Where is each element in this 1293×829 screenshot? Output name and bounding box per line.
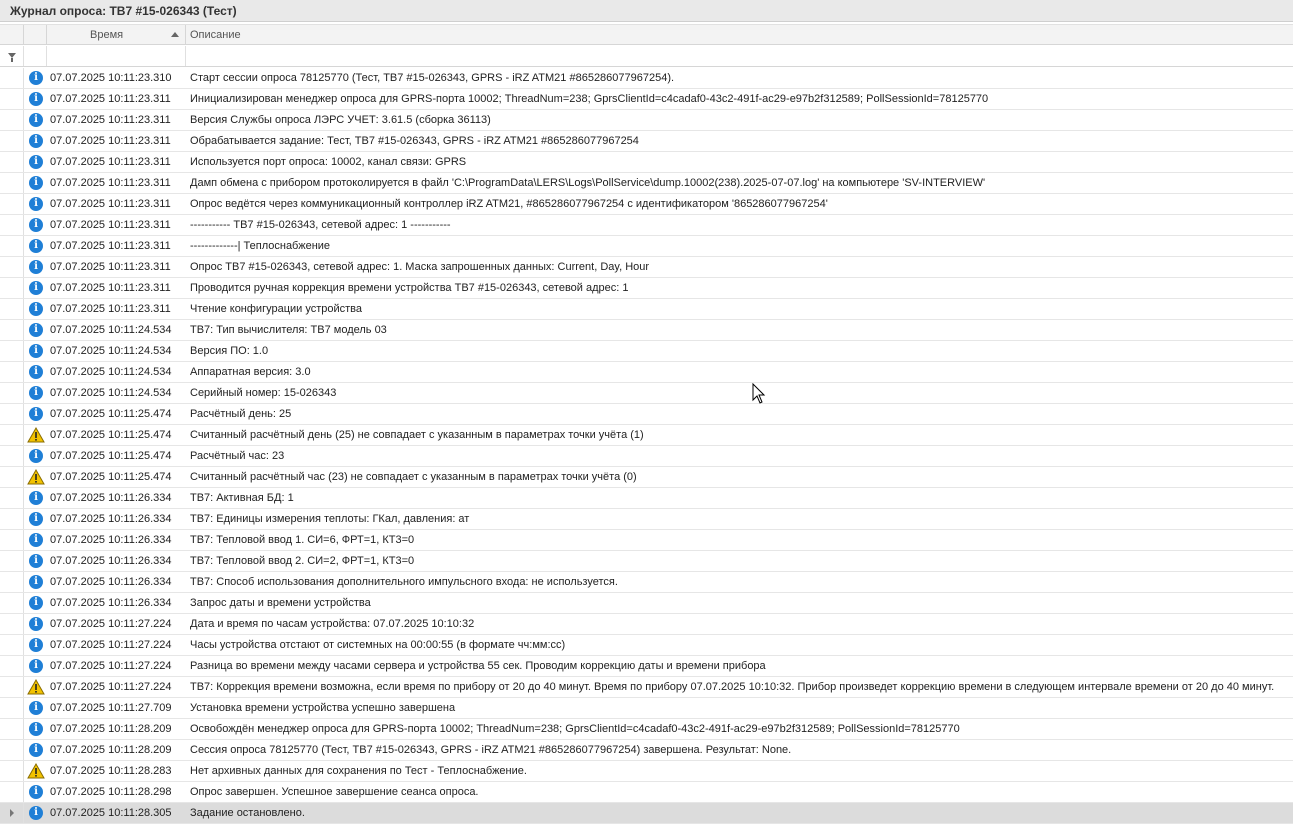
row-time: 07.07.2025 10:11:23.311 (50, 177, 171, 189)
row-description: Аппаратная версия: 3.0 (190, 366, 311, 378)
row-type-cell (24, 236, 47, 256)
table-row[interactable] (0, 488, 1293, 509)
table-row[interactable] (0, 341, 1293, 362)
row-indicator[interactable] (0, 383, 24, 403)
row-indicator[interactable] (0, 299, 24, 319)
row-time: 07.07.2025 10:11:26.334 (50, 492, 172, 504)
row-indicator[interactable] (0, 782, 24, 802)
info-icon: i (29, 239, 43, 253)
row-indicator[interactable] (0, 446, 24, 466)
row-indicator[interactable] (0, 404, 24, 424)
row-description: Считанный расчётный час (23) не совпадает с указанным в параметрах точки учёта (0) (190, 471, 637, 483)
row-type-cell (24, 803, 47, 823)
row-time: 07.07.2025 10:11:28.305 (50, 807, 172, 819)
table-row[interactable] (0, 593, 1293, 614)
row-description: Расчётный день: 25 (190, 408, 292, 420)
row-type-cell (24, 698, 47, 718)
table-row[interactable] (0, 761, 1293, 782)
table-row[interactable] (0, 509, 1293, 530)
table-row[interactable] (0, 425, 1293, 446)
info-icon: i (29, 407, 43, 421)
row-time: 07.07.2025 10:11:27.224 (50, 618, 172, 630)
log-rows (0, 68, 1293, 824)
row-time: 07.07.2025 10:11:23.311 (50, 282, 171, 294)
row-time: 07.07.2025 10:11:23.311 (50, 219, 171, 231)
row-description: Версия ПО: 1.0 (190, 345, 269, 357)
filter-cell-icon[interactable] (24, 46, 47, 66)
row-time: 07.07.2025 10:11:24.534 (50, 324, 172, 336)
table-row[interactable] (0, 803, 1293, 824)
row-indicator[interactable] (0, 614, 24, 634)
table-row[interactable] (0, 635, 1293, 656)
row-type-cell (24, 446, 47, 466)
table-row[interactable] (0, 572, 1293, 593)
row-type-cell (24, 89, 47, 109)
row-type-cell (24, 740, 47, 760)
table-row[interactable] (0, 467, 1293, 488)
row-time: 07.07.2025 10:11:23.311 (50, 198, 171, 210)
row-time: 07.07.2025 10:11:23.311 (50, 135, 171, 147)
row-time: 07.07.2025 10:11:23.311 (50, 303, 171, 315)
row-type-cell (24, 362, 47, 382)
row-type-cell (24, 488, 47, 508)
table-row[interactable] (0, 530, 1293, 551)
row-time: 07.07.2025 10:11:24.534 (50, 345, 172, 357)
row-time: 07.07.2025 10:11:25.474 (50, 429, 172, 441)
row-type-cell (24, 110, 47, 130)
row-type-cell (24, 299, 47, 319)
row-time: 07.07.2025 10:11:23.311 (50, 156, 171, 168)
row-type-cell (24, 215, 47, 235)
info-icon: i (29, 218, 43, 232)
row-time: 07.07.2025 10:11:28.298 (50, 786, 172, 798)
filter-cell-time[interactable] (47, 46, 186, 66)
info-icon: i (29, 260, 43, 274)
window-title: Журнал опроса: ТВ7 #15-026343 (Тест) (10, 4, 237, 18)
warning-icon (27, 427, 45, 443)
row-type-cell (24, 383, 47, 403)
row-indicator[interactable] (0, 278, 24, 298)
row-description: Опрос ТВ7 #15-026343, сетевой адрес: 1. Маска запрошенных данных: Current, Day, Hour (190, 261, 650, 273)
row-indicator[interactable] (0, 509, 24, 529)
row-description: ТВ7: Коррекция времени возможна, если время по прибору от 20 до 40 минут. Время по прибору 07.07.2025 10:10:32. Прибор произведет коррекцию времени в следующем интервале времени от 20 до 40 минут. (190, 681, 1275, 693)
window-titlebar (0, 0, 1293, 22)
row-time: 07.07.2025 10:11:23.311 (50, 114, 171, 126)
info-icon: i (29, 554, 43, 568)
row-type-cell (24, 530, 47, 550)
row-indicator[interactable] (0, 530, 24, 550)
info-icon: i (29, 176, 43, 190)
row-indicator[interactable] (0, 257, 24, 277)
info-icon: i (29, 659, 43, 673)
row-description: Чтение конфигурации устройства (190, 303, 363, 315)
info-icon: i (29, 197, 43, 211)
row-type-cell (24, 782, 47, 802)
info-icon: i (29, 785, 43, 799)
row-type-cell (24, 404, 47, 424)
row-time: 07.07.2025 10:11:26.334 (50, 534, 172, 546)
row-indicator[interactable] (0, 110, 24, 130)
row-type-cell (24, 257, 47, 277)
row-type-cell (24, 278, 47, 298)
table-row[interactable] (0, 782, 1293, 803)
info-icon: i (29, 596, 43, 610)
table-row[interactable] (0, 215, 1293, 236)
info-icon: i (29, 512, 43, 526)
row-description: ТВ7: Тепловой ввод 1. СИ=6, ФРТ=1, КТ3=0 (190, 534, 415, 546)
current-row-arrow-icon (10, 809, 14, 817)
info-icon: i (29, 722, 43, 736)
table-row[interactable] (0, 257, 1293, 278)
row-indicator[interactable] (0, 362, 24, 382)
warning-icon (27, 469, 45, 485)
row-type-cell (24, 68, 47, 88)
row-type-cell (24, 320, 47, 340)
row-description: Нет архивных данных для сохранения по Тест - Теплоснабжение. (190, 765, 527, 777)
row-time: 07.07.2025 10:11:24.534 (50, 366, 172, 378)
row-type-cell (24, 425, 47, 445)
row-description: Версия Службы опроса ЛЭРС УЧЕТ: 3.61.5 (сборка 36113) (190, 114, 491, 126)
header-icon-cell[interactable] (24, 25, 47, 45)
row-indicator[interactable] (0, 194, 24, 214)
row-time: 07.07.2025 10:11:23.311 (50, 93, 171, 105)
row-indicator[interactable] (0, 593, 24, 613)
table-row[interactable] (0, 656, 1293, 677)
row-indicator[interactable] (0, 320, 24, 340)
table-row[interactable] (0, 173, 1293, 194)
row-indicator[interactable] (0, 467, 24, 487)
row-time: 07.07.2025 10:11:28.209 (50, 723, 172, 735)
row-indicator[interactable] (0, 152, 24, 172)
table-row[interactable] (0, 446, 1293, 467)
row-description: Дамп обмена с прибором протоколируется в файл 'C:\ProgramData\LERS\Logs\PollService\dump.10002(238).2025-07-07.log' на компьютере 'SV-INTERVIEW' (190, 177, 986, 189)
warning-icon (27, 679, 45, 695)
table-row[interactable] (0, 68, 1293, 89)
row-type-cell (24, 341, 47, 361)
table-row[interactable] (0, 698, 1293, 719)
row-indicator[interactable] (0, 656, 24, 676)
filter-cell-description[interactable] (186, 46, 1293, 66)
row-indicator[interactable] (0, 635, 24, 655)
row-indicator[interactable] (0, 740, 24, 760)
row-description: Обрабатывается задание: Тест, ТВ7 #15-026343, GPRS - iRZ ATM21 #865286077967254 (190, 135, 639, 147)
sort-ascending-icon (171, 32, 179, 37)
row-indicator[interactable] (0, 551, 24, 571)
table-row[interactable] (0, 194, 1293, 215)
row-description: ТВ7: Тепловой ввод 2. СИ=2, ФРТ=1, КТ3=0 (190, 555, 415, 567)
row-type-cell (24, 593, 47, 613)
row-description: Старт сессии опроса 78125770 (Тест, ТВ7 #15-026343, GPRS - iRZ ATM21 #865286077967254). (190, 72, 675, 84)
row-indicator[interactable] (0, 236, 24, 256)
row-type-cell (24, 572, 47, 592)
row-indicator[interactable] (0, 698, 24, 718)
row-type-cell (24, 194, 47, 214)
column-header-time[interactable] (47, 25, 186, 45)
filter-icon (8, 53, 16, 58)
table-row[interactable] (0, 278, 1293, 299)
table-row[interactable] (0, 677, 1293, 698)
row-type-cell (24, 761, 47, 781)
auto-filter-row (0, 46, 1293, 67)
row-time: 07.07.2025 10:11:27.224 (50, 660, 172, 672)
mouse-cursor-icon (752, 383, 766, 405)
row-time: 07.07.2025 10:11:25.474 (50, 450, 172, 462)
row-description: ТВ7: Способ использования дополнительного импульсного входа: не используется. (190, 576, 618, 588)
column-header-description[interactable] (186, 25, 1293, 45)
row-time: 07.07.2025 10:11:26.334 (50, 555, 172, 567)
row-description: Задание остановлено. (190, 807, 305, 819)
row-time: 07.07.2025 10:11:26.334 (50, 576, 172, 588)
table-row[interactable] (0, 383, 1293, 404)
row-description: Опрос завершен. Успешное завершение сеанса опроса. (190, 786, 479, 798)
row-indicator[interactable] (0, 215, 24, 235)
row-time: 07.07.2025 10:11:26.334 (50, 597, 172, 609)
row-type-cell (24, 152, 47, 172)
row-time: 07.07.2025 10:11:26.334 (50, 513, 172, 525)
info-icon: i (29, 323, 43, 337)
header-indicator-cell (0, 25, 24, 45)
row-time: 07.07.2025 10:11:23.310 (50, 72, 172, 84)
info-icon: i (29, 71, 43, 85)
row-type-cell (24, 635, 47, 655)
row-indicator[interactable] (0, 425, 24, 445)
row-indicator[interactable] (0, 677, 24, 697)
row-time: 07.07.2025 10:11:28.209 (50, 744, 172, 756)
info-icon: i (29, 365, 43, 379)
row-description: Проводится ручная коррекция времени устройства ТВ7 #15-026343, сетевой адрес: 1 (190, 282, 629, 294)
table-row[interactable] (0, 404, 1293, 425)
row-time: 07.07.2025 10:11:24.534 (50, 387, 172, 399)
row-indicator[interactable] (0, 68, 24, 88)
row-indicator[interactable] (0, 572, 24, 592)
info-icon: i (29, 701, 43, 715)
info-icon: i (29, 155, 43, 169)
row-description: ТВ7: Единицы измерения теплоты: ГКал, давления: ат (190, 513, 470, 525)
table-row[interactable] (0, 719, 1293, 740)
row-description: Расчётный час: 23 (190, 450, 285, 462)
row-description: Инициализирован менеджер опроса для GPRS-порта 10002; ThreadNum=238; GprsClientId=c4cadaf0-43c2-491f-ac29-e97b2f312589; PollSessionId=78125770 (190, 93, 989, 105)
row-description: Запрос даты и времени устройства (190, 597, 371, 609)
table-row[interactable] (0, 110, 1293, 131)
row-indicator[interactable] (0, 131, 24, 151)
table-row[interactable] (0, 152, 1293, 173)
table-row[interactable] (0, 89, 1293, 110)
info-icon: i (29, 617, 43, 631)
row-indicator[interactable] (0, 761, 24, 781)
info-icon: i (29, 449, 43, 463)
row-description: ТВ7: Тип вычислителя: ТВ7 модель 03 (190, 324, 387, 336)
table-row[interactable] (0, 236, 1293, 257)
info-icon: i (29, 533, 43, 547)
row-description: Используется порт опроса: 10002, канал связи: GPRS (190, 156, 467, 168)
row-time: 07.07.2025 10:11:27.709 (50, 702, 172, 714)
row-time: 07.07.2025 10:11:28.283 (50, 765, 172, 777)
table-row[interactable] (0, 362, 1293, 383)
row-description: Серийный номер: 15-026343 (190, 387, 337, 399)
info-icon: i (29, 575, 43, 589)
row-description: Разница во времени между часами сервера и устройства 55 сек. Проводим коррекцию даты и времени прибора (190, 660, 766, 672)
row-description: Часы устройства отстают от системных на 00:00:55 (в формате чч:мм:сс) (190, 639, 566, 651)
row-time: 07.07.2025 10:11:25.474 (50, 471, 172, 483)
row-time: 07.07.2025 10:11:23.311 (50, 240, 171, 252)
info-icon: i (29, 92, 43, 106)
row-type-cell (24, 131, 47, 151)
info-icon: i (29, 491, 43, 505)
table-row[interactable] (0, 614, 1293, 635)
row-description: -------------| Теплоснабжение (190, 240, 331, 252)
grid-header (0, 24, 1293, 45)
row-type-cell (24, 656, 47, 676)
table-row[interactable] (0, 131, 1293, 152)
row-indicator[interactable] (0, 803, 24, 823)
row-time: 07.07.2025 10:11:27.224 (50, 639, 172, 651)
row-indicator[interactable] (0, 173, 24, 193)
row-description: Установка времени устройства успешно завершена (190, 702, 456, 714)
filter-button[interactable] (0, 46, 24, 66)
row-type-cell (24, 467, 47, 487)
table-row[interactable] (0, 740, 1293, 761)
row-indicator[interactable] (0, 488, 24, 508)
row-type-cell (24, 173, 47, 193)
table-row[interactable] (0, 551, 1293, 572)
row-description: ТВ7: Активная БД: 1 (190, 492, 294, 504)
info-icon: i (29, 386, 43, 400)
row-time: 07.07.2025 10:11:27.224 (50, 681, 172, 693)
column-header-time-label: Время (90, 29, 124, 41)
info-icon: i (29, 134, 43, 148)
table-row[interactable] (0, 299, 1293, 320)
row-time: 07.07.2025 10:11:23.311 (50, 261, 171, 273)
column-header-description-label: Описание (190, 29, 241, 41)
row-description: Дата и время по часам устройства: 07.07.2025 10:10:32 (190, 618, 475, 630)
row-type-cell (24, 509, 47, 529)
info-icon: i (29, 638, 43, 652)
row-indicator[interactable] (0, 719, 24, 739)
row-description: Сессия опроса 78125770 (Тест, ТВ7 #15-026343, GPRS - iRZ ATM21 #865286077967254) завершена. Результат: None. (190, 744, 792, 756)
row-description: Считанный расчётный день (25) не совпадает с указанным в параметрах точки учёта (1) (190, 429, 644, 441)
row-description: Опрос ведётся через коммуникационный контроллер iRZ ATM21, #865286077967254 с идентификатором '865286077967254' (190, 198, 828, 210)
row-indicator[interactable] (0, 89, 24, 109)
info-icon: i (29, 302, 43, 316)
table-row[interactable] (0, 320, 1293, 341)
info-icon: i (29, 281, 43, 295)
info-icon: i (29, 743, 43, 757)
row-type-cell (24, 677, 47, 697)
info-icon: i (29, 806, 43, 820)
row-time: 07.07.2025 10:11:25.474 (50, 408, 172, 420)
row-type-cell (24, 614, 47, 634)
info-icon: i (29, 113, 43, 127)
row-description: Освобождён менеджер опроса для GPRS-порта 10002; ThreadNum=238; GprsClientId=c4cadaf0-43c2-491f-ac29-e97b2f312589; PollSessionId=78125770 (190, 723, 960, 735)
row-type-cell (24, 551, 47, 571)
row-indicator[interactable] (0, 341, 24, 361)
warning-icon (27, 763, 45, 779)
row-description: ----------- ТВ7 #15-026343, сетевой адрес: 1 ----------- (190, 219, 451, 231)
info-icon: i (29, 344, 43, 358)
row-type-cell (24, 719, 47, 739)
